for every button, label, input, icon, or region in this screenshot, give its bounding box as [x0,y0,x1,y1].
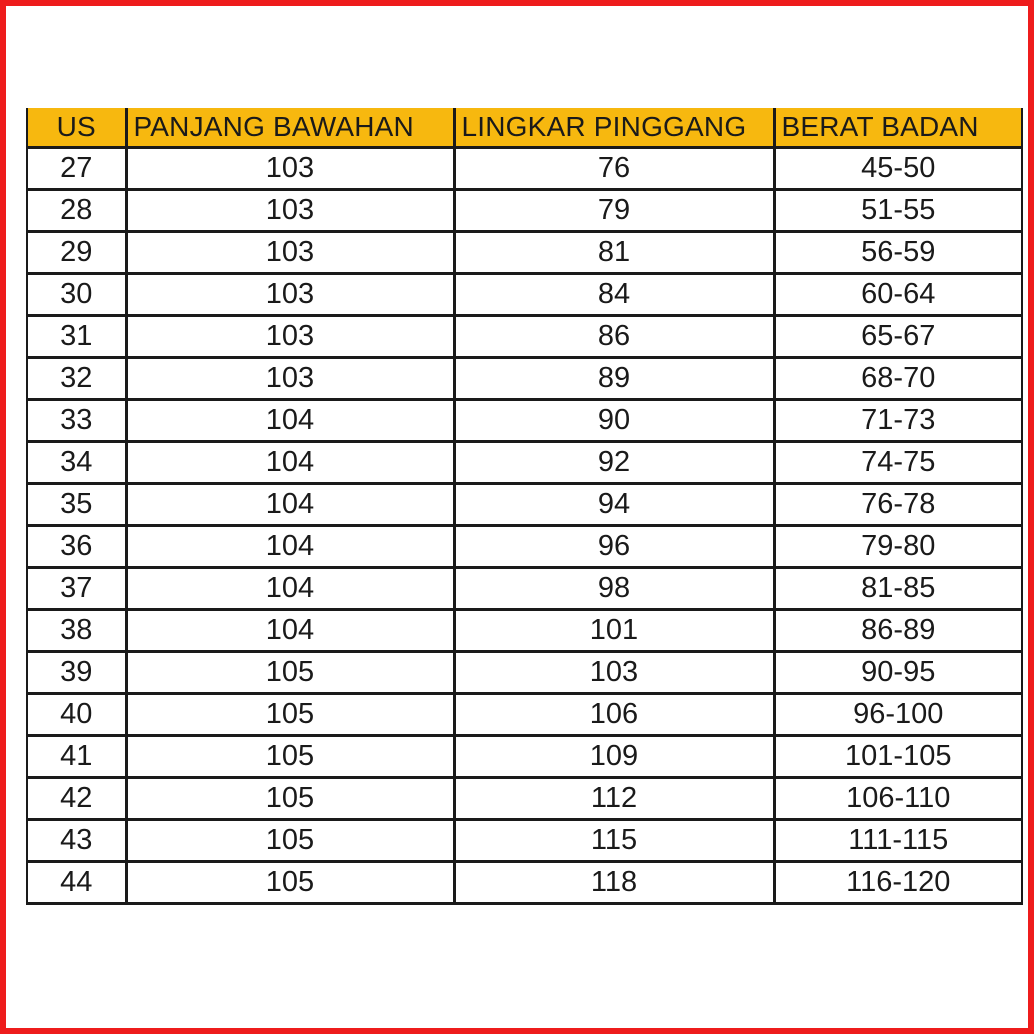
cell-us: 43 [27,820,126,862]
cell-us: 27 [27,148,126,190]
cell-us: 37 [27,568,126,610]
cell-berat-badan: 86-89 [774,610,1022,652]
cell-panjang-bawahan: 105 [126,778,454,820]
table-row [27,400,1022,442]
cell-lingkar-pinggang: 112 [454,778,774,820]
table-row [27,820,1022,862]
cell-lingkar-pinggang: 118 [454,862,774,904]
cell-berat-badan: 90-95 [774,652,1022,694]
cell-lingkar-pinggang: 106 [454,694,774,736]
cell-lingkar-pinggang: 76 [454,148,774,190]
cell-berat-badan: 79-80 [774,526,1022,568]
cell-lingkar-pinggang: 98 [454,568,774,610]
cell-berat-badan: 56-59 [774,232,1022,274]
cell-lingkar-pinggang: 103 [454,652,774,694]
table-header-row [27,108,1022,148]
header-lingkar-pinggang: LINGKAR PINGGANG [454,108,774,148]
table-row [27,610,1022,652]
cell-us: 41 [27,736,126,778]
table-row [27,652,1022,694]
cell-panjang-bawahan: 103 [126,148,454,190]
cell-berat-badan: 96-100 [774,694,1022,736]
cell-us: 33 [27,400,126,442]
cell-berat-badan: 71-73 [774,400,1022,442]
cell-lingkar-pinggang: 101 [454,610,774,652]
cell-lingkar-pinggang: 115 [454,820,774,862]
cell-panjang-bawahan: 104 [126,442,454,484]
cell-lingkar-pinggang: 81 [454,232,774,274]
cell-us: 30 [27,274,126,316]
cell-us: 31 [27,316,126,358]
cell-lingkar-pinggang: 109 [454,736,774,778]
cell-berat-badan: 76-78 [774,484,1022,526]
header-panjang-bawahan: PANJANG BAWAHAN [126,108,454,148]
cell-us: 40 [27,694,126,736]
table-row [27,358,1022,400]
table-row [27,526,1022,568]
cell-berat-badan: 60-64 [774,274,1022,316]
cell-panjang-bawahan: 103 [126,274,454,316]
cell-panjang-bawahan: 105 [126,652,454,694]
table-row [27,274,1022,316]
cell-berat-badan: 81-85 [774,568,1022,610]
table-row [27,568,1022,610]
cell-us: 28 [27,190,126,232]
cell-berat-badan: 74-75 [774,442,1022,484]
cell-panjang-bawahan: 103 [126,358,454,400]
header-berat-badan: BERAT BADAN [774,108,1022,148]
cell-lingkar-pinggang: 92 [454,442,774,484]
cell-us: 36 [27,526,126,568]
cell-berat-badan: 106-110 [774,778,1022,820]
size-chart-table [26,108,1023,905]
header-us: US [27,108,126,148]
table-row [27,442,1022,484]
cell-us: 39 [27,652,126,694]
cell-us: 29 [27,232,126,274]
cell-us: 34 [27,442,126,484]
cell-lingkar-pinggang: 96 [454,526,774,568]
cell-berat-badan: 101-105 [774,736,1022,778]
table-row [27,694,1022,736]
cell-panjang-bawahan: 104 [126,568,454,610]
cell-berat-badan: 45-50 [774,148,1022,190]
table-row [27,736,1022,778]
cell-panjang-bawahan: 105 [126,820,454,862]
cell-panjang-bawahan: 104 [126,610,454,652]
table-row [27,862,1022,904]
table-row [27,484,1022,526]
cell-berat-badan: 111-115 [774,820,1022,862]
cell-lingkar-pinggang: 84 [454,274,774,316]
cell-berat-badan: 51-55 [774,190,1022,232]
table-row [27,148,1022,190]
table-row [27,190,1022,232]
cell-panjang-bawahan: 105 [126,694,454,736]
cell-panjang-bawahan: 105 [126,736,454,778]
cell-lingkar-pinggang: 90 [454,400,774,442]
cell-lingkar-pinggang: 79 [454,190,774,232]
cell-lingkar-pinggang: 86 [454,316,774,358]
cell-berat-badan: 68-70 [774,358,1022,400]
cell-us: 42 [27,778,126,820]
cell-panjang-bawahan: 103 [126,316,454,358]
cell-lingkar-pinggang: 89 [454,358,774,400]
cell-us: 32 [27,358,126,400]
cell-panjang-bawahan: 104 [126,484,454,526]
cell-panjang-bawahan: 103 [126,190,454,232]
table-row [27,778,1022,820]
cell-panjang-bawahan: 105 [126,862,454,904]
table-row [27,316,1022,358]
cell-panjang-bawahan: 104 [126,400,454,442]
cell-us: 35 [27,484,126,526]
cell-panjang-bawahan: 104 [126,526,454,568]
table-body [27,148,1022,904]
cell-us: 44 [27,862,126,904]
cell-berat-badan: 116-120 [774,862,1022,904]
cell-panjang-bawahan: 103 [126,232,454,274]
table-row [27,232,1022,274]
cell-us: 38 [27,610,126,652]
cell-berat-badan: 65-67 [774,316,1022,358]
cell-lingkar-pinggang: 94 [454,484,774,526]
